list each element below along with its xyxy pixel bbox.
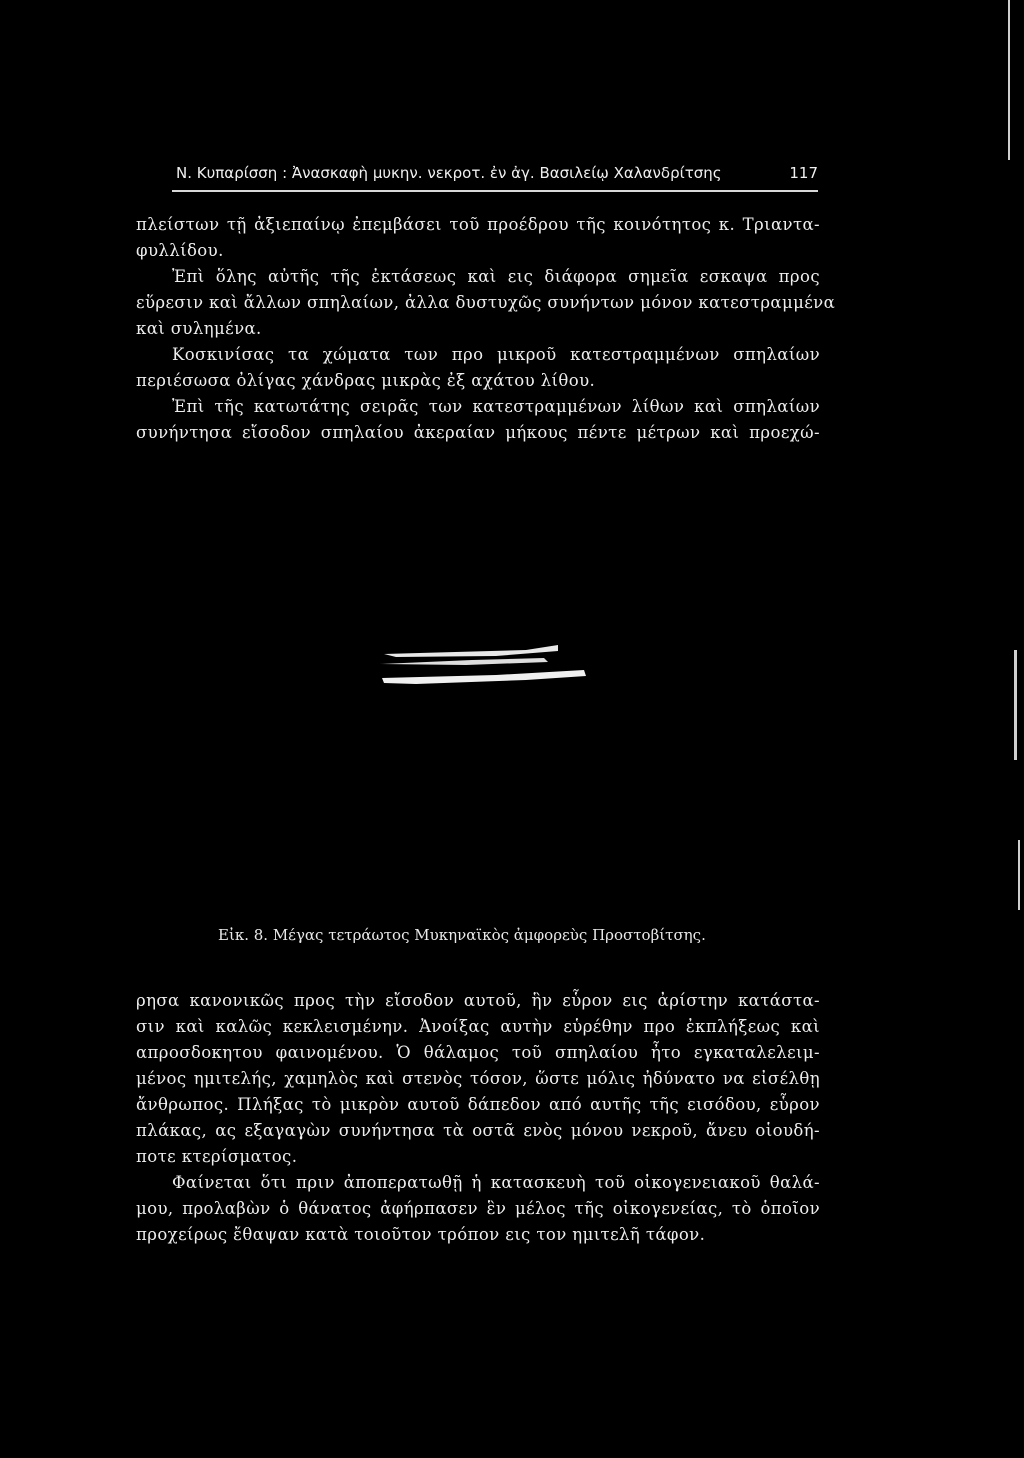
figure-mark-upper (384, 645, 558, 657)
body-text-bottom (136, 988, 820, 1248)
text-line: φυλλίδου. (136, 241, 224, 260)
running-title: Ν. Κυπαρίσση : Ἀνασκαφὴ μυκην. νεκροτ. ἐν ἀγ. Βασιλείῳ Χαλανδρίτσης (176, 164, 722, 182)
header-rule (172, 190, 818, 192)
body-text-top (136, 212, 836, 446)
text-line: Ἐπὶ ὅλης αὐτῆς τῆς ἐκτάσεως καὶ εις διάφορα σημεῖα εσκαψα προς (172, 267, 820, 286)
scan-edge-line (1008, 0, 1010, 160)
text-line: πλείστων τῇ ἀξιεπαίνῳ ἐπεμβάσει τοῦ προέδρου τῆς κοινότητος κ. Τριαντα- (136, 215, 820, 234)
figure-caption: Εἰκ. 8. Μέγας τετράωτος Μυκηναϊκὸς ἀμφορεὺς Προστοβίτσης. (218, 926, 706, 944)
figure-mark-middle (380, 658, 548, 665)
text-line: σιν καὶ καλῶς κεκλεισμένην. Ἀνοίξας αυτὴν εὑρέθην προ ἐκπλήξεως καὶ (136, 1017, 820, 1036)
text-line: πλάκας, ας εξαγαγὼν συνήντησα τὰ οστᾶ ενὸς μόνου νεκροῦ, ἄνευ οἱουδή- (136, 1121, 820, 1140)
text-line: προχείρως ἔθαψαν κατὰ τοιοῦτον τρόπον εις τον ημιτελῆ τάφον. (136, 1225, 706, 1244)
text-line: καὶ συλημένα. (136, 319, 262, 338)
running-header (176, 160, 818, 186)
text-line: ποτε κτερίσματος. (136, 1147, 298, 1166)
scan-edge-line (1018, 840, 1020, 910)
amphora-figure (376, 636, 596, 696)
text-line: ρησα κανονικῶς προς τὴν εἴσοδον αυτοῦ, ἣν εὗρον εις ἀρίστην κατάστα- (136, 991, 820, 1010)
text-line: ἄνθρωπος. Πλήξας τὸ μικρὸν αυτοῦ δάπεδον από αυτῆς τῆς εισόδου, εὗρον (136, 1095, 820, 1114)
text-line: συνήντησα εἴσοδον σπηλαίου ἀκεραίαν μήκους πέντε μέτρων καὶ προεχώ- (136, 423, 820, 442)
figure-mark-lower (382, 670, 586, 684)
text-line: εὕρεσιν καὶ ἄλλων σπηλαίων, ἀλλα δυστυχῶς συνήντων μόνον κατεστραμμένα (136, 293, 836, 312)
text-line: απροσδοκητου φαινομένου. Ὁ θάλαμος τοῦ σπηλαίου ἦτο εγκαταλελειμ- (136, 1043, 820, 1062)
scan-edge-line (1014, 650, 1017, 760)
text-line: μένος ημιτελής, χαμηλὸς καὶ στενὸς τόσον, ὥστε μόλις ἠδύνατο να εἰσέλθῃ (136, 1069, 820, 1088)
text-line: Κοσκινίσας τα χώματα των προ μικροῦ κατεστραμμένων σπηλαίων (172, 345, 820, 364)
text-line: περιέσωσα ὀλίγας χάνδρας μικρὰς ἐξ αχάτου λίθου. (136, 371, 596, 390)
page-number: 117 (789, 164, 818, 182)
text-line: Ἐπὶ τῆς κατωτάτης σειρᾶς των κατεστραμμένων λίθων καὶ σπηλαίων (172, 397, 820, 416)
text-line: μου, προλαβὼν ὁ θάνατος ἀφήρπασεν ἓν μέλος τῆς οἰκογενείας, τὸ ὁποῖον (136, 1199, 820, 1218)
text-line: Φαίνεται ὅτι πριν ἀποπερατωθῇ ἡ κατασκευὴ τοῦ οἰκογενειακοῦ θαλά- (172, 1173, 820, 1192)
